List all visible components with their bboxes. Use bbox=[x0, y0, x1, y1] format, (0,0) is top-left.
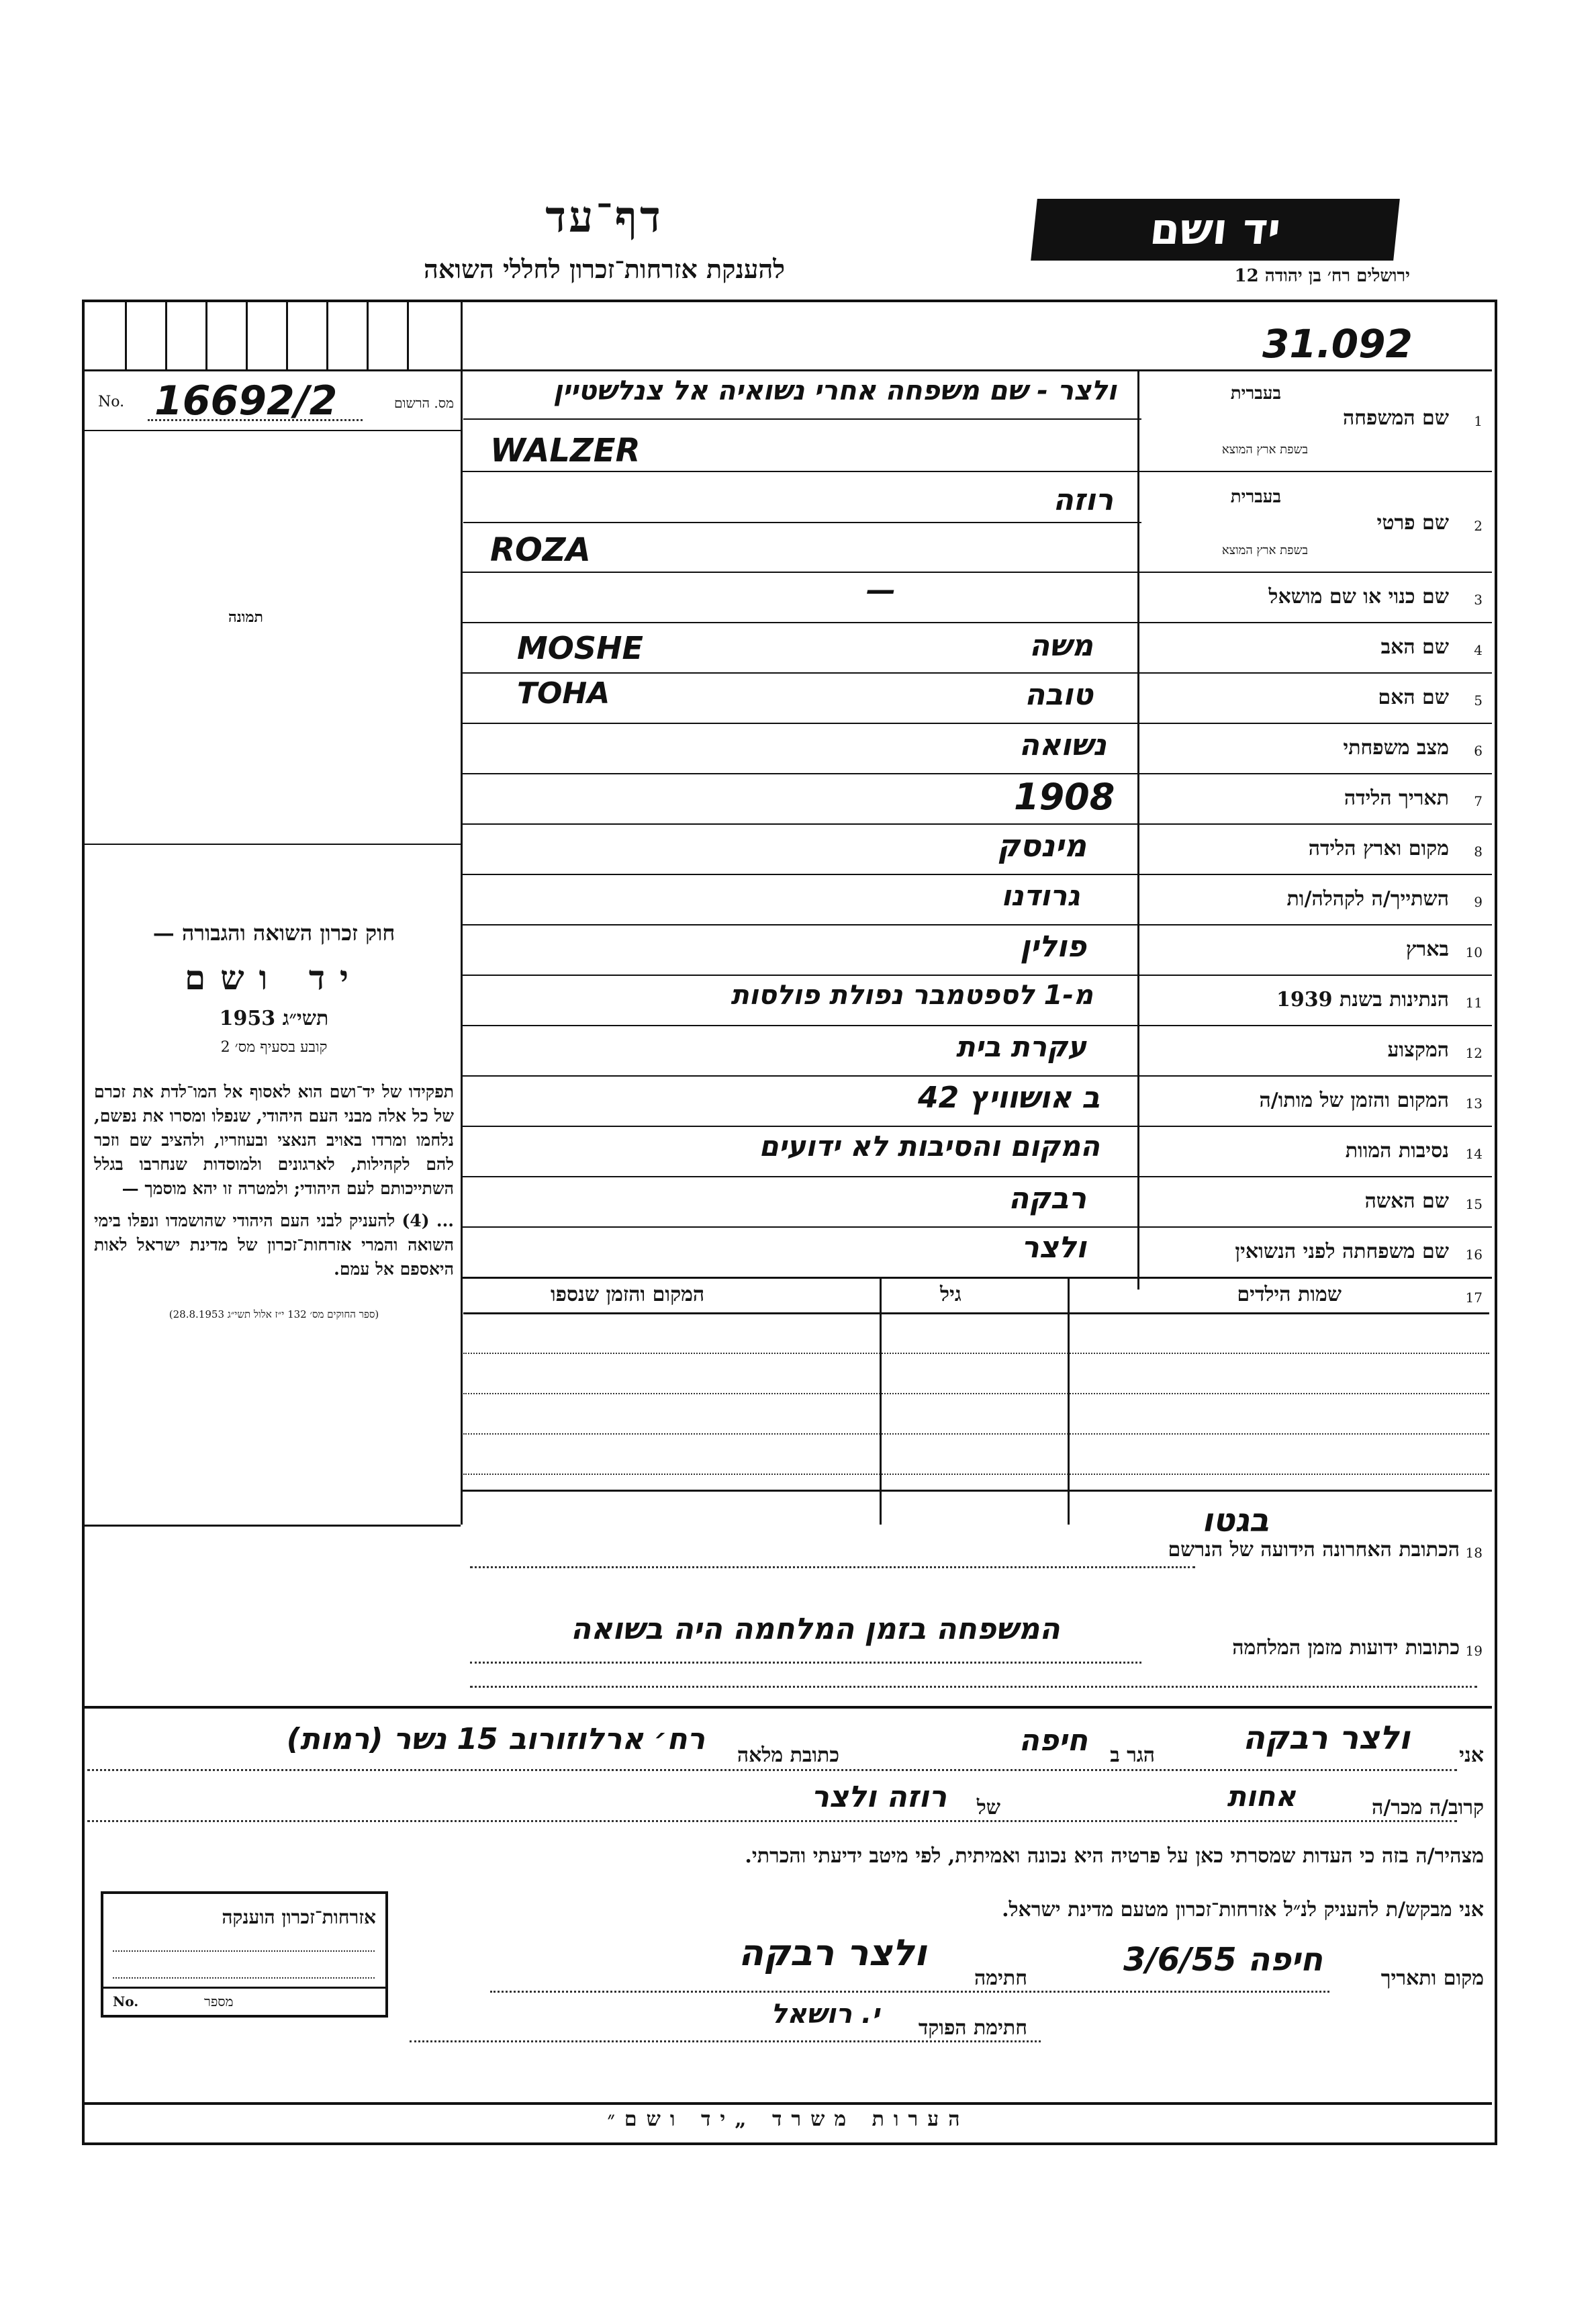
photo-label: תמונה bbox=[228, 608, 263, 626]
law-box bbox=[94, 920, 454, 1321]
field-9 bbox=[463, 875, 1489, 924]
field-7-label: תאריך הלידה bbox=[1344, 786, 1449, 810]
field-10-value: פולין bbox=[1020, 930, 1086, 964]
field-12 bbox=[463, 1026, 1489, 1075]
field-18-value: בגטו bbox=[1202, 1502, 1269, 1539]
decl-of-value: רוזה ולצר bbox=[811, 1780, 947, 1814]
law-section: קובע בסעיף מס׳ 2 bbox=[220, 1039, 328, 1056]
field-1-value-origin: WALZER bbox=[490, 432, 641, 469]
field-14-value: המקום והסיבות לא ידועים bbox=[759, 1130, 1100, 1163]
field-1-sub-origin: בשפת ארץ המוצא bbox=[1221, 443, 1308, 457]
field-14 bbox=[463, 1127, 1489, 1176]
field-19-label: כתובות ידועות מזמן המלחמה bbox=[1232, 1636, 1460, 1660]
rule bbox=[85, 2102, 1492, 2105]
decl-officer-label: חתימת הפוקד bbox=[918, 2016, 1027, 2040]
field-1-label: שם המשפחה bbox=[1342, 406, 1449, 430]
children-table-num: 17 bbox=[1465, 1290, 1483, 1306]
decl-address-value: רח׳ ארלוזורוב 15 נשר (רמות) bbox=[286, 1722, 705, 1756]
page-subtitle: להענקת אזרחות־זכרון לחללי השואה bbox=[423, 254, 786, 284]
field-12-label: המקצוע bbox=[1387, 1038, 1449, 1062]
field-13-value: ב אושוויץ 42 bbox=[917, 1081, 1100, 1115]
field-2-value-origin: ROZA bbox=[490, 531, 591, 569]
field-4-value-hebrew: משה bbox=[1029, 629, 1093, 663]
grant-box-no-label: No. bbox=[113, 1993, 139, 2009]
file-number: 31.092 bbox=[1262, 321, 1413, 367]
field-6 bbox=[463, 724, 1489, 773]
rule bbox=[461, 1490, 1492, 1492]
yad-vashem-logo bbox=[1031, 199, 1400, 261]
grant-box-number-label: מספר bbox=[204, 1993, 234, 2009]
law-text: תפקידו של יד־ושם הוא לאסוף אל המו־לדת את זכרם של כל אלה מבני העם היהודי, שנפלו ומסרו את נפשם, נלחמו ומרדו באויב הנאצי ובעוזריו, ולהציב שם וזכר להם לקהילות, לארגונים ולמוסדות שנחרבו בגלל השתייכותם לעם היהודי; ולמטרה זו יהא מוסמך — bbox=[94, 1082, 454, 1198]
rule bbox=[85, 1525, 461, 1527]
children-table bbox=[463, 1279, 1489, 1525]
logo-text: יד ושם bbox=[1147, 205, 1283, 255]
decl-signature-label: חתימה bbox=[974, 1967, 1027, 1990]
children-header-place: המקום והזמן שנספו bbox=[551, 1283, 705, 1306]
grant-box bbox=[101, 1891, 388, 2018]
law-citation: (ספר החוקים מס׳ 132 י״ז אלול תשי״ג 28.8.1953) bbox=[169, 1308, 379, 1320]
field-15-label: שם האשה bbox=[1364, 1189, 1449, 1213]
field-3 bbox=[463, 573, 1489, 622]
decl-name-value: ולצר רבקה bbox=[1243, 1719, 1410, 1757]
field-12-num: 12 bbox=[1465, 1045, 1483, 1061]
field-16-value: ולצר bbox=[1021, 1230, 1086, 1265]
law-text-2: ... (4) להעניק לבני העם היהודי שהושמדו ונפלו בימי השואה והמרי אזרחות־זכרון של מדינת ישראל לאות היאספם אל עמם. bbox=[94, 1211, 454, 1279]
field-1-sub-hebrew: בעברית bbox=[1230, 383, 1281, 404]
field-7-value: 1908 bbox=[1014, 776, 1115, 818]
field-16 bbox=[463, 1228, 1489, 1277]
grant-box-title: אזרחות־זכרון הוענקה bbox=[222, 1906, 376, 1928]
field-18 bbox=[463, 1504, 1489, 1572]
field-2-label: שם פרטי bbox=[1376, 511, 1449, 535]
field-9-label: השתייך/ה לקהלה/ות bbox=[1286, 887, 1449, 911]
field-18-label: הכתובת האחרונה הידועה של הנרשם bbox=[1168, 1538, 1460, 1562]
decl-relative-value: אחות bbox=[1227, 1780, 1296, 1813]
children-header-names: שמות הילדים bbox=[1237, 1283, 1342, 1306]
field-11-label: הנתינות בשנת 1939 bbox=[1276, 988, 1449, 1011]
field-16-num: 16 bbox=[1465, 1247, 1483, 1263]
field-3-label: שם כנוי או שם מושאל bbox=[1268, 585, 1449, 608]
field-6-num: 6 bbox=[1474, 743, 1483, 759]
field-5-value-hebrew: טובה bbox=[1024, 678, 1093, 712]
field-2 bbox=[463, 472, 1489, 572]
field-5-num: 5 bbox=[1474, 692, 1483, 709]
registration-label: מס. הרשום bbox=[393, 395, 454, 411]
field-9-value: גרודנו bbox=[1001, 879, 1080, 912]
rule bbox=[85, 844, 461, 845]
decl-ani: אני bbox=[1459, 1744, 1484, 1767]
field-1-num: 1 bbox=[1474, 413, 1483, 429]
field-2-value-hebrew: רוזה bbox=[1053, 483, 1113, 517]
field-5-value-origin: TOHA bbox=[517, 676, 610, 711]
field-7 bbox=[463, 774, 1489, 823]
field-10 bbox=[463, 925, 1489, 975]
field-4 bbox=[463, 623, 1489, 672]
field-15 bbox=[463, 1177, 1489, 1226]
field-13 bbox=[463, 1077, 1489, 1126]
field-16-label: שם משפחתה לפני הנשואין bbox=[1235, 1240, 1449, 1263]
rule bbox=[85, 1706, 1492, 1709]
page-title: דף־עד bbox=[545, 192, 663, 242]
field-14-label: נסיבות המוות bbox=[1345, 1139, 1449, 1163]
field-3-num: 3 bbox=[1474, 592, 1483, 608]
field-15-value: רבקה bbox=[1008, 1181, 1086, 1216]
field-11 bbox=[463, 976, 1489, 1025]
field-11-value: מ-1 לספטמבר נפולת פולסות bbox=[731, 980, 1093, 1011]
left-column-divider bbox=[461, 302, 463, 1525]
field-2-sub-origin: בשפת ארץ המוצא bbox=[1221, 543, 1308, 557]
decl-place-date-value: חיפה 3/6/55 bbox=[1123, 1941, 1323, 1979]
field-10-label: בארץ bbox=[1405, 938, 1449, 961]
decl-statement-1: מצהיר/ה בזה כי העדות שמסרתי כאן על פרטיה היא נכונה ואמיתית, לפי מיטב ידיעתי והכרתי. bbox=[745, 1844, 1484, 1868]
field-19-value: המשפחה בזמן המלחמה היה בשואה bbox=[571, 1612, 1060, 1646]
field-18-num: 18 bbox=[1465, 1545, 1483, 1561]
decl-residing-label: הגר ב bbox=[1110, 1744, 1155, 1767]
field-2-num: 2 bbox=[1474, 518, 1483, 534]
field-4-value-origin: MOSHE bbox=[517, 630, 643, 666]
decl-of-label: של bbox=[976, 1796, 1000, 1819]
field-13-num: 13 bbox=[1465, 1095, 1483, 1112]
field-6-value: נשואה bbox=[1019, 728, 1107, 762]
footer-notes: הערות משרד „יד ושם״ bbox=[607, 2108, 970, 2131]
law-year: תשי״ג 1953 bbox=[219, 1007, 329, 1030]
decl-statement-2: אני מבקש/ת להעניק לנ״ל אזרחות־זכרון מטעם מדינת ישראל. bbox=[1002, 1898, 1484, 1922]
field-12-value: עקרת בית bbox=[955, 1030, 1086, 1063]
field-13-label: המקום והזמן של מותו/ה bbox=[1259, 1089, 1449, 1112]
decl-address-label: כתובת מלאה bbox=[737, 1744, 839, 1767]
decl-officer-value: י. רושאל bbox=[771, 1999, 880, 2030]
field-3-value: — bbox=[866, 573, 896, 607]
field-8-num: 8 bbox=[1474, 844, 1483, 860]
office-boxes bbox=[85, 302, 461, 369]
field-1 bbox=[463, 371, 1489, 471]
field-10-num: 10 bbox=[1465, 944, 1483, 960]
field-5 bbox=[463, 674, 1489, 723]
children-header-age: גיל bbox=[940, 1283, 961, 1306]
field-5-label: שם האם bbox=[1378, 686, 1449, 709]
decl-residing-value: חיפה bbox=[1019, 1723, 1088, 1758]
field-4-num: 4 bbox=[1474, 642, 1483, 658]
registration-no-label: No. bbox=[98, 394, 125, 410]
decl-relative-label: קרוב/ה מכר/ה bbox=[1372, 1796, 1484, 1819]
field-6-label: מצב משפחתי bbox=[1343, 736, 1449, 760]
header-address: ירושלים רח׳ בן יהודה 12 bbox=[1234, 266, 1410, 286]
registration-row bbox=[94, 375, 457, 428]
rule bbox=[85, 430, 461, 431]
field-8 bbox=[463, 825, 1489, 874]
field-9-num: 9 bbox=[1474, 894, 1483, 910]
field-15-num: 15 bbox=[1465, 1196, 1483, 1212]
field-4-label: שם האב bbox=[1380, 635, 1449, 659]
field-2-sub-hebrew: בעברית bbox=[1230, 487, 1281, 507]
decl-signature-value: ולצר רבקה bbox=[738, 1932, 927, 1974]
registration-number: 16692/2 bbox=[154, 377, 338, 424]
field-19 bbox=[463, 1592, 1489, 1686]
field-19-num: 19 bbox=[1465, 1643, 1483, 1659]
field-11-num: 11 bbox=[1465, 995, 1483, 1011]
field-8-value: מינסק bbox=[997, 827, 1086, 864]
law-name: יד ושם bbox=[185, 958, 363, 997]
decl-place-date-label: מקום ותאריך bbox=[1380, 1967, 1484, 1990]
field-7-num: 7 bbox=[1474, 793, 1483, 809]
field-14-num: 14 bbox=[1465, 1146, 1483, 1162]
field-8-label: מקום וארץ הלידה bbox=[1308, 837, 1449, 860]
law-title: חוק זכרון השואה והגבורה — bbox=[152, 920, 395, 946]
field-1-value-hebrew: ולצר - שם משפחה אחרי נשואיה אל צנלשטיין bbox=[553, 375, 1117, 406]
